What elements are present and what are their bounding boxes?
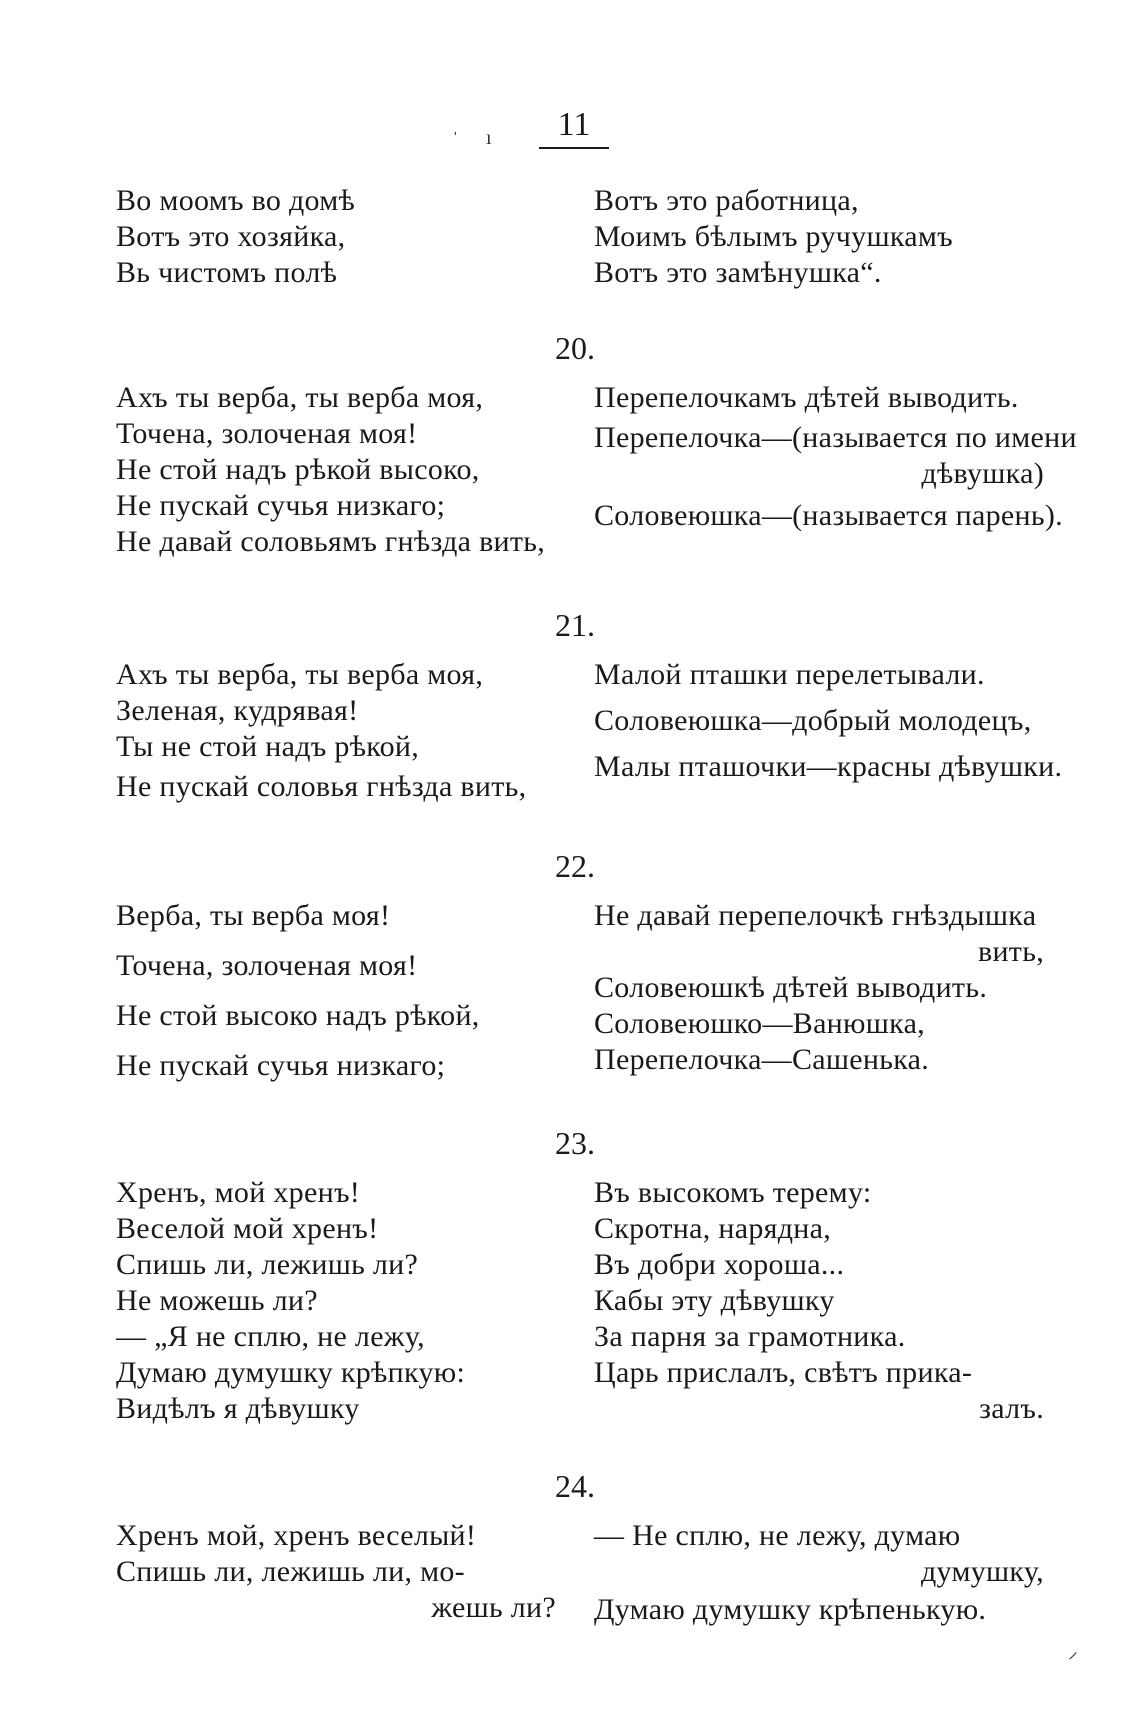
section-number: 21. [555, 607, 595, 643]
section-number: 22. [555, 848, 595, 884]
verse-line: вить, [977, 935, 1044, 968]
verse-line: Верба, ты верба моя! [116, 899, 391, 932]
verse-line: Перепелочка—(называется по имени [594, 421, 1077, 454]
left-column [116, 1518, 556, 1626]
verse-line: Веселой мой хренъ! [116, 1212, 379, 1245]
left-column [116, 1175, 556, 1427]
verse-line: Спишь ли, лежишь ли, мо- [116, 1555, 465, 1588]
verse-line: Не пускай сучья низкаго; [116, 489, 446, 522]
verse-line: Не стой надъ рѣкой высоко, [116, 453, 480, 486]
verse-line: Зеленая, кудрявая! [116, 694, 359, 727]
verse-line: — Не сплю, не лежу, думаю [594, 1519, 961, 1552]
verse-line: Царь прислалъ, свѣтъ прика- [594, 1356, 973, 1389]
print-speck: ı [486, 127, 492, 149]
verse-line: Хренъ, мой хренъ! [116, 1176, 361, 1209]
verse-line: Перепелочка—Сашенька. [594, 1043, 930, 1076]
left-column [116, 183, 556, 291]
verse-line: Точена, золоченая моя! [116, 949, 418, 982]
verse-line: Скротна, нарядна, [594, 1212, 832, 1245]
verse-line: Во моомъ во домѣ [116, 184, 356, 217]
verse-line: Не пускай сучья низкаго; [116, 1049, 446, 1082]
verse-line: Точена, золоченая моя! [116, 417, 418, 450]
print-speck: ⸝ [1068, 1641, 1078, 1663]
section-number: 24. [555, 1468, 595, 1504]
page-number: 11 [539, 105, 609, 149]
verse-line: Въ высокомъ терему: [594, 1176, 872, 1209]
verse-line: Думаю думушку крѣпенькую. [594, 1593, 987, 1626]
section-number: 20. [555, 330, 595, 366]
verse-line: Моимъ бѣлымъ ручушкамъ [594, 220, 953, 253]
section-number: 23. [555, 1125, 595, 1161]
verse-line: Соловеюшко—Ванюшка, [594, 1007, 925, 1040]
verse-line: Ты не стой надъ рѣкой, [116, 730, 420, 763]
verse-line: Вотъ это замѣнушка“. [594, 256, 882, 289]
print-speck: ˈ [452, 129, 459, 151]
right-column [594, 183, 1044, 291]
verse-line: Въ добри хороша... [594, 1248, 845, 1281]
right-column [594, 657, 1063, 785]
right-column [594, 380, 1077, 534]
verse-line: Вотъ это хозяйка, [116, 220, 346, 253]
verse-line: Не стой высоко надъ рѣкой, [116, 999, 480, 1032]
verse-line: Кабы эту дѣвушку [594, 1284, 835, 1317]
verse-line: дѣвушка) [921, 457, 1044, 490]
verse-line: Думаю думушку крѣпкую: [116, 1356, 466, 1389]
verse-line: Хренъ мой, хренъ веселый! [116, 1519, 477, 1552]
verse-line: Соловеюшкѣ дѣтей выводить. [594, 971, 988, 1004]
verse-line: Малы пташочки—красны дѣвушки. [594, 750, 1063, 783]
verse-line: жешь ли? [431, 1591, 556, 1624]
verse-line: Спишь ли, лежишь ли? [116, 1248, 419, 1281]
right-column [594, 898, 1044, 1078]
verse-line: Не давай соловьямъ гнѣзда вить, [116, 525, 546, 558]
left-column [116, 657, 556, 805]
verse-line: За парня за грамотника. [594, 1320, 906, 1353]
verse-line: — „Я не сплю, не лежу, [116, 1320, 425, 1353]
verse-line: Не давай перепелочкѣ гнѣздышка [594, 899, 1037, 932]
right-column [594, 1175, 1044, 1427]
right-column [594, 1518, 1044, 1628]
verse-line: Не можешь ли? [116, 1284, 318, 1317]
verse-line: Ахъ ты верба, ты верба моя, [116, 658, 484, 691]
verse-line: Малой пташки перелетывали. [594, 658, 985, 691]
verse-line: Соловеюшка—(называется парень). [594, 499, 1063, 532]
verse-line: Не пускай соловья гнѣзда вить, [116, 770, 527, 803]
verse-line: Вь чистомъ полѣ [116, 256, 338, 289]
verse-line: Видѣлъ я дѣвушку [116, 1392, 360, 1425]
verse-line: Перепелочкамъ дѣтей выводить. [594, 381, 1019, 414]
verse-line: Вотъ это работница, [594, 184, 859, 217]
left-column [116, 898, 556, 1084]
verse-line: Ахъ ты верба, ты верба моя, [116, 381, 484, 414]
left-column [116, 380, 556, 560]
verse-line: думушку, [920, 1555, 1044, 1588]
verse-line: Соловеюшка—добрый молодецъ, [594, 704, 1032, 737]
verse-line: залъ. [979, 1392, 1044, 1425]
